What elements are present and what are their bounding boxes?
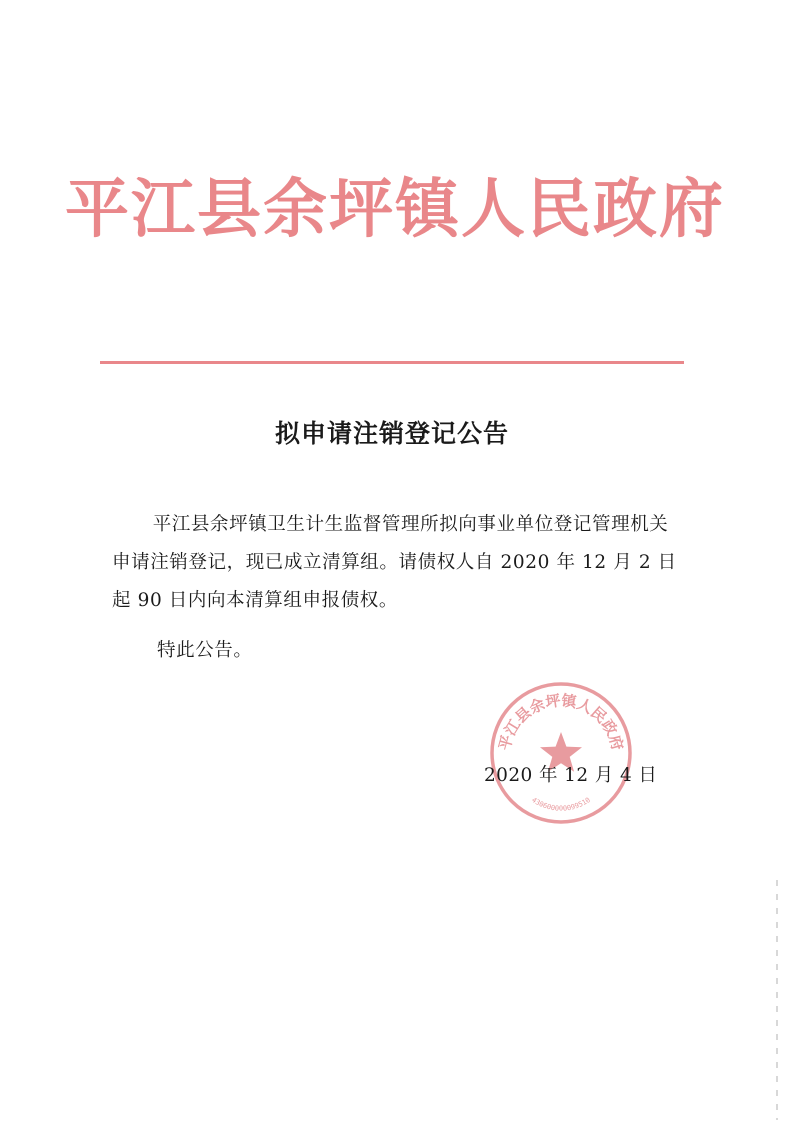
official-seal bbox=[488, 680, 634, 826]
seal-arc-text: 平江县余坪镇人民政府 bbox=[495, 691, 627, 753]
seal-code-text: 430600000099510 bbox=[530, 796, 592, 813]
scan-edge-mark bbox=[776, 880, 778, 1120]
notice-closing: 特此公告。 bbox=[157, 640, 253, 661]
letterhead-org-name: 平江县余坪镇人民政府 bbox=[65, 172, 725, 247]
notice-title: 拟申请注销登记公告 bbox=[274, 419, 509, 448]
notice-body bbox=[112, 506, 678, 620]
letterhead-red-rule bbox=[100, 361, 684, 364]
notice-date: 2020 年 12 月 4 日 bbox=[484, 765, 658, 786]
notice-paragraph: 平江县余坪镇卫生计生监督管理所拟向事业单位登记管理机关申请注销登记，现已成立清算组。请债权人自 2020 年 12 月 2 日起 90 日内向本清算组申报债权。 bbox=[112, 514, 677, 611]
